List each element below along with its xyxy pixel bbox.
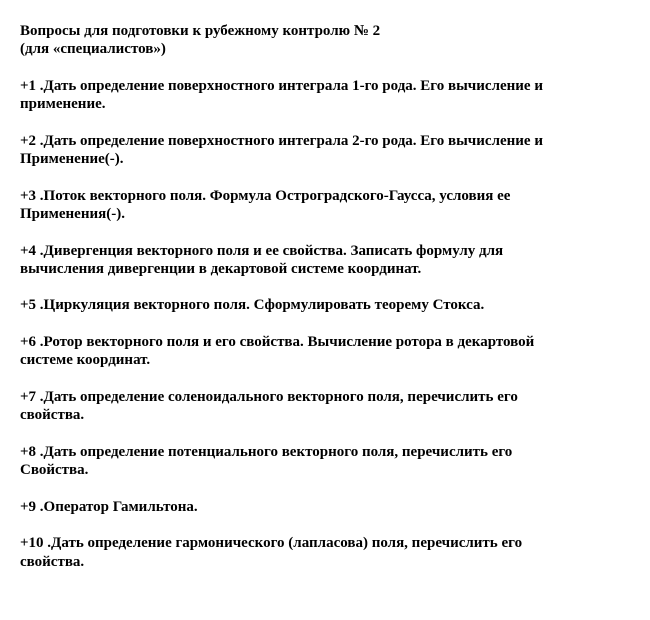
question-text-line: применение. (20, 96, 106, 113)
question-item-9 (20, 498, 630, 516)
question-text-line: Применения(-). (20, 205, 125, 222)
question-text-line: вычисления дивергенции в декартовой системе координат. (20, 260, 422, 277)
question-item-5 (20, 296, 630, 314)
question-text-line: +2 .Дать определение поверхностного интеграла 2-го рода. Его вычисление и (20, 132, 543, 149)
question-text-line: +6 .Ротор векторного поля и его свойства. Вычисление ротора в декартовой (20, 334, 535, 351)
question-text-line: +5 .Циркуляция векторного поля. Сформулировать теорему Стокса. (20, 297, 485, 314)
question-item-10 (20, 534, 630, 571)
question-text-line: +8 .Дать определение потенциального векторного поля, перечислить его (20, 443, 513, 460)
question-text-line: +4 .Дивергенция векторного поля и ее свойства. Записать формулу для (20, 242, 504, 259)
question-text-line: системе координат. (20, 352, 151, 369)
document-page (20, 22, 630, 571)
question-text-line: свойства. (20, 553, 85, 570)
question-text-line: Свойства. (20, 462, 89, 479)
document-subtitle: (для «специалистов») (20, 41, 166, 58)
question-text-line: +1 .Дать определение поверхностного интеграла 1-го рода. Его вычисление и (20, 77, 543, 94)
document-title: Вопросы для подготовки к рубежному контролю № 2 (20, 23, 381, 39)
question-text-line: свойства. (20, 407, 85, 424)
document-header (20, 22, 630, 59)
question-item-8 (20, 443, 630, 480)
question-item-2 (20, 132, 630, 169)
question-item-7 (20, 388, 630, 425)
question-text-line: +7 .Дать определение соленоидального векторного поля, перечислить его (20, 388, 518, 405)
question-item-1 (20, 77, 630, 114)
question-item-3 (20, 187, 630, 224)
question-item-4 (20, 242, 630, 279)
question-text-line: +3 .Поток векторного поля. Формула Остроградского-Гаусса, условия ее (20, 187, 511, 204)
question-text-line: +9 .Оператор Гамильтона. (20, 498, 198, 515)
question-text-line: Применение(-). (20, 151, 124, 168)
question-text-line: +10 .Дать определение гармонического (лапласова) поля, перечислить его (20, 535, 523, 552)
question-item-6 (20, 333, 630, 370)
